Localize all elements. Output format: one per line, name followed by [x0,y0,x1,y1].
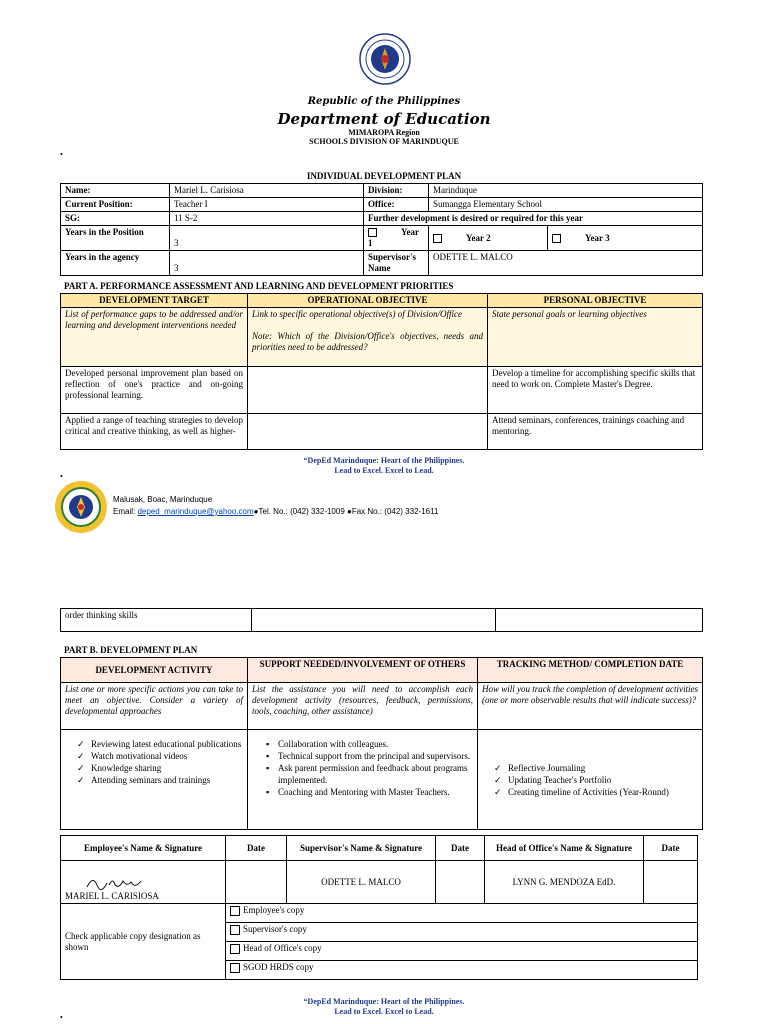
list-item: ✓ Watch motivational videos [91,750,243,762]
division-value: Marinduque [429,184,703,198]
document-title: INDIVIDUAL DEVELOPMENT PLAN [306,171,462,181]
desc-personal: State personal goals or learning objectives [488,308,703,367]
address-line: Malusak, Boac, Marinduque [113,495,213,504]
deped-seal-logo [359,33,411,85]
handwritten-signature [85,873,145,891]
copy-designation-label: Check applicable copy designation as shown [61,904,226,980]
support-cell [248,730,478,830]
division-logo [54,480,108,534]
copy-label: Employee's copy [243,905,305,915]
office-label: Office: [364,198,429,212]
division-label: Division: [364,184,429,198]
contact-line [113,507,438,516]
sg-label: SG: [61,212,170,226]
division-text: SCHOOLS DIVISION OF MARINDUQUE [309,137,459,146]
part-a-heading: PART A. PERFORMANCE ASSESSMENT AND LEARNING AND DEVELOPMENT PRIORITIES [64,281,454,291]
year3-option[interactable] [548,226,703,251]
supervisor-value: ODETTE L. MALCO [429,251,703,276]
checkbox-icon[interactable] [368,228,377,237]
row2-personal: Attend seminars, conferences, trainings coaching and mentoring. [488,414,703,450]
sg-value: 11 S-2 [170,212,364,226]
footer-motto-1: “DepEd Marinduque: Heart of the Philippines. [303,456,465,465]
col-personal-objective: PERSONAL OBJECTIVE [488,294,703,308]
desc-operational-link: Link to specific operational objective(s) of Division/Office [252,309,462,319]
position-value: Teacher I [170,198,364,212]
employee-info-table [60,183,703,276]
row1-operational [248,367,488,414]
desc-target: List of performance gaps to be addressed and/or learning and development interventions needed [61,308,248,367]
list-item: ▪ Coaching and Mentoring with Master Teachers. [278,786,473,798]
checkbox-icon[interactable] [433,234,442,243]
row2-operational [248,414,488,450]
list-item: ▪ Technical support from the principal and supervisors. [278,750,473,762]
employee-signature-header: Employee's Name & Signature [61,836,226,861]
part-a-continuation-table [60,608,703,632]
row1-personal: Develop a timeline for accomplishing specific skills that need to work on. Complete Master's Degree. [488,367,703,414]
row2-target: Applied a range of teaching strategies to develop critical and creative thinking, as well as higher- [61,414,248,450]
list-item: ✓ Knowledge sharing [91,762,243,774]
tracking-list [482,762,698,798]
year2-label: Year 2 [466,232,491,243]
copy-option-supervisor[interactable] [226,923,698,942]
row2-operational-continued [252,609,496,632]
name-value: Mariel L. Carisiosa [170,184,364,198]
office-value: Sumangga Elementary School [429,198,703,212]
head-office-date-cell[interactable] [644,861,698,904]
part-b-heading: PART B. DEVELOPMENT PLAN [64,645,198,655]
list-item: ▪ Ask parent permission and feedback about programs implemented. [278,762,473,786]
desc-support: List the assistance you will need to accomplish each development activity (resources, feedback, permissions, tools, coaching, other assistance) [248,683,478,730]
list-item: ✓ Reviewing latest educational publications [91,738,243,750]
copy-option-employee[interactable] [226,904,698,923]
copy-label: Head of Office's copy [243,943,322,953]
list-item: ✓ Reflective Journaling [508,762,698,774]
copy-label: SGOD HRDS copy [243,962,314,972]
list-item: ▪ Collaboration with colleagues. [278,738,473,750]
employee-signature-cell [61,861,226,904]
footer-motto-2: Lead to Excel. Excel to Lead. [334,1007,434,1016]
further-development-text: Further development is desired or required for this year [364,212,703,226]
desc-activity: List one or more specific actions you can take to meet an objective. Consider a variety of developmental approaches [61,683,248,730]
years-position-value: 3 [170,226,364,251]
desc-tracking: How will you track the completion of development activities (one or more observable results that will indicate success)? [478,683,703,730]
list-item: ✓ Updating Teacher's Portfolio [508,774,698,786]
supervisor-signature-header: Supervisor's Name & Signature [287,836,436,861]
position-label: Current Position: [61,198,170,212]
employee-date-cell[interactable] [226,861,287,904]
bullet-mark: • [60,472,63,481]
year3-label: Year 3 [585,232,610,243]
republic-text: Republic of the Philippines [307,96,461,107]
employee-name: MARIEL L. CARISIOSA [65,891,159,901]
name-label: Name: [61,184,170,198]
list-item: ✓ Attending seminars and trainings [91,774,243,786]
email-label: Email: [113,507,136,516]
activities-list [65,738,243,786]
year1-option[interactable] [364,226,429,251]
tel-fax-text: ●Tel. No.: (042) 332-1009 ●Fax No.: (042) 332-1611 [253,507,439,516]
checkbox-icon[interactable] [230,963,240,973]
support-list [252,738,473,798]
row1-target: Developed personal improvement plan based on reflection of one's practice and on-going professional learning. [61,367,248,414]
col-development-activity: DEVELOPMENT ACTIVITY [61,658,248,683]
head-office-signature-header: Head of Office's Name & Signature [485,836,644,861]
activities-cell [61,730,248,830]
date-header: Date [226,836,287,861]
signature-table [60,835,698,980]
years-agency-value: 3 [170,251,364,276]
supervisor-name: ODETTE L. MALCO [287,861,436,904]
year1-label: Year 1 [368,227,419,248]
date-header: Date [436,836,485,861]
region-text: MIMAROPA Region [348,128,420,137]
years-position-label: Years in the Position [61,226,170,251]
desc-operational [248,308,488,367]
copy-option-head-office[interactable] [226,942,698,961]
footer-motto-2: Lead to Excel. Excel to Lead. [334,466,434,475]
checkbox-icon[interactable] [230,925,240,935]
tracking-cell [478,730,703,830]
checkbox-icon[interactable] [552,234,561,243]
checkbox-icon[interactable] [230,906,240,916]
col-operational-objective: OPERATIONAL OBJECTIVE [248,294,488,308]
email-link[interactable]: deped_marinduque@yahoo.com [137,507,254,516]
supervisor-label: Supervisor's Name [364,251,429,276]
bullet-mark: • [60,1013,63,1022]
col-support-needed: SUPPORT NEEDED/INVOLVEMENT OF OTHERS [248,658,478,683]
col-tracking-method: TRACKING METHOD/ COMPLETION DATE [478,658,703,683]
years-agency-label: Years in the agency [61,251,170,276]
part-b-table [60,657,703,830]
desc-operational-note: Note: Which of the Division/Office's objectives, needs and priorities need to be addressed? [252,331,483,352]
col-development-target: DEVELOPMENT TARGET [61,294,248,308]
year2-option[interactable] [429,226,548,251]
head-office-name: LYNN G. MENDOZA EdD. [485,861,644,904]
row2-target-continued: order thinking skills [61,609,252,632]
footer-motto-1: “DepEd Marinduque: Heart of the Philippines. [303,997,465,1006]
department-title: Department of Education [277,110,491,128]
checkbox-icon[interactable] [230,944,240,954]
date-header: Date [644,836,698,861]
row2-personal-continued [496,609,703,632]
supervisor-date-cell[interactable] [436,861,485,904]
bullet-mark: • [60,150,63,159]
copy-option-sgod[interactable] [226,961,698,980]
copy-label: Supervisor's copy [243,924,307,934]
part-a-table [60,293,703,450]
list-item: ✓ Creating timeline of Activities (Year-Round) [508,786,698,798]
